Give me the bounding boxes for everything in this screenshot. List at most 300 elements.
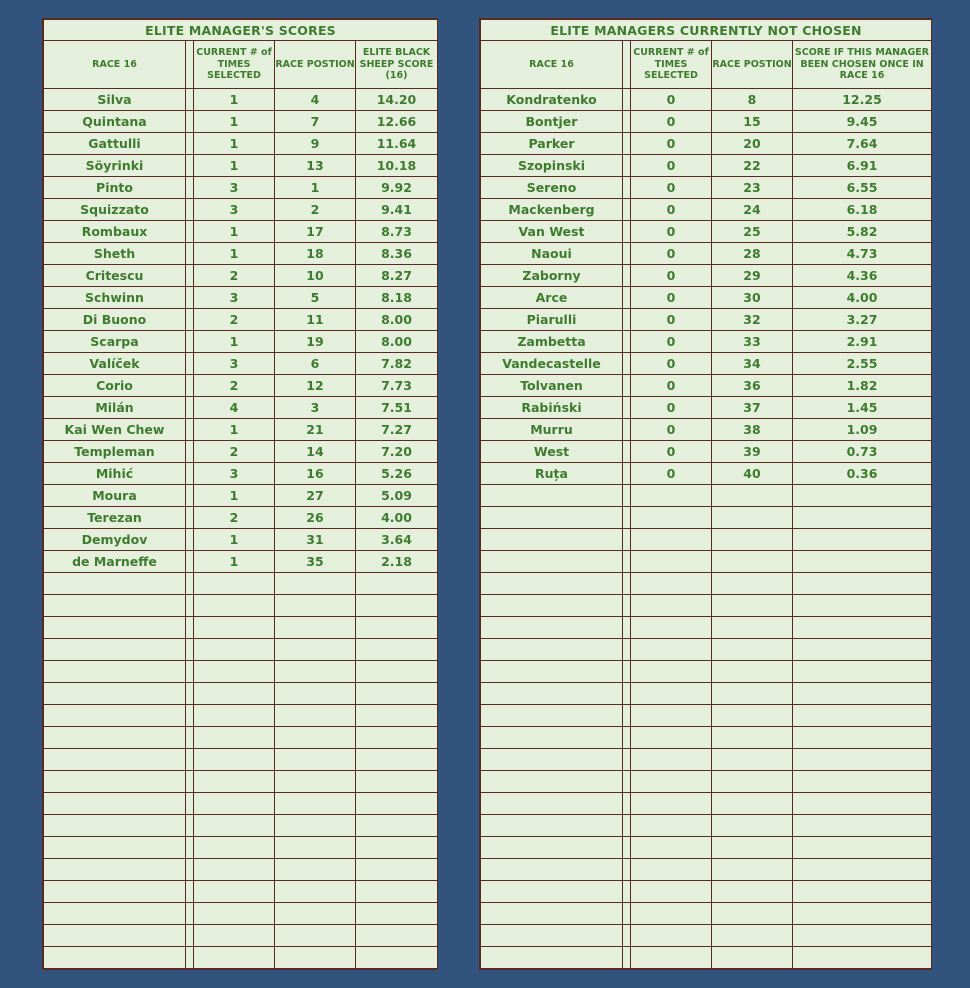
right-cell-manager-name [481,595,623,617]
left-cell-times-selected [194,881,275,903]
left-cell-manager-name: Pinto [44,177,186,199]
left-table-row [44,903,438,925]
left-header-score: ELITE BLACK SHEEP SCORE (16) [356,41,438,89]
left-cell-race-position: 13 [275,155,356,177]
left-cell-race-position: 27 [275,485,356,507]
right-cell-manager-name: Piarulli [481,309,623,331]
left-cell-manager-name [44,595,186,617]
left-cell-manager-name [44,771,186,793]
right-cell-race-position: 29 [712,265,793,287]
right-cell-score [793,617,932,639]
left-cell-spacer [186,507,194,529]
right-cell-manager-name [481,881,623,903]
left-score-table [43,19,438,969]
left-cell-spacer [186,903,194,925]
right-table-row [481,199,932,221]
right-cell-race-position: 38 [712,419,793,441]
left-cell-spacer [186,925,194,947]
right-cell-manager-name: Vandecastelle [481,353,623,375]
right-cell-times-selected: 0 [631,419,712,441]
left-table-row [44,793,438,815]
right-cell-manager-name: Mackenberg [481,199,623,221]
left-cell-spacer [186,463,194,485]
left-cell-times-selected: 2 [194,265,275,287]
left-cell-spacer [186,551,194,573]
right-cell-score: 2.91 [793,331,932,353]
right-cell-times-selected [631,793,712,815]
right-cell-times-selected: 0 [631,89,712,111]
right-table-row [481,947,932,969]
right-cell-score [793,639,932,661]
right-table-row [481,177,932,199]
left-cell-times-selected: 3 [194,177,275,199]
left-cell-score: 11.64 [356,133,438,155]
right-cell-manager-name: Bontjer [481,111,623,133]
right-cell-times-selected [631,683,712,705]
right-cell-manager-name: Tolvanen [481,375,623,397]
left-cell-spacer [186,859,194,881]
left-cell-score: 8.36 [356,243,438,265]
left-cell-race-position [275,947,356,969]
left-cell-times-selected [194,859,275,881]
left-table-row [44,617,438,639]
left-cell-times-selected [194,705,275,727]
right-cell-score: 7.64 [793,133,932,155]
right-cell-race-position [712,705,793,727]
left-cell-score: 8.73 [356,221,438,243]
left-table-row [44,133,438,155]
right-cell-times-selected [631,573,712,595]
right-cell-spacer [623,727,631,749]
left-cell-spacer [186,485,194,507]
left-cell-spacer [186,177,194,199]
right-cell-spacer [623,683,631,705]
right-cell-spacer [623,309,631,331]
left-cell-race-position [275,661,356,683]
left-cell-score [356,705,438,727]
right-cell-score [793,903,932,925]
left-cell-spacer [186,199,194,221]
left-cell-spacer [186,397,194,419]
right-cell-manager-name [481,859,623,881]
right-cell-race-position [712,529,793,551]
left-table-row [44,947,438,969]
right-cell-manager-name: Ruța [481,463,623,485]
left-cell-score: 8.00 [356,331,438,353]
left-cell-spacer [186,155,194,177]
right-cell-spacer [623,903,631,925]
right-cell-race-position [712,727,793,749]
right-cell-race-position [712,837,793,859]
left-cell-spacer [186,441,194,463]
left-cell-manager-name [44,617,186,639]
left-table-row [44,463,438,485]
left-cell-race-position [275,705,356,727]
right-table-row [481,837,932,859]
left-cell-spacer [186,617,194,639]
left-cell-race-position: 16 [275,463,356,485]
left-cell-times-selected [194,903,275,925]
left-cell-race-position [275,595,356,617]
left-cell-times-selected [194,837,275,859]
right-cell-times-selected: 0 [631,199,712,221]
right-cell-times-selected: 0 [631,177,712,199]
left-cell-times-selected [194,925,275,947]
right-cell-times-selected [631,903,712,925]
right-header-race: RACE 16 [481,41,623,89]
left-cell-manager-name: Rombaux [44,221,186,243]
left-table-row [44,441,438,463]
left-cell-spacer [186,331,194,353]
right-cell-spacer [623,199,631,221]
right-cell-race-position [712,749,793,771]
left-cell-score: 5.09 [356,485,438,507]
left-cell-score: 7.20 [356,441,438,463]
left-cell-manager-name: Söyrinki [44,155,186,177]
right-table-row [481,925,932,947]
left-cell-spacer [186,815,194,837]
right-cell-spacer [623,947,631,969]
right-cell-times-selected [631,661,712,683]
left-cell-race-position: 18 [275,243,356,265]
right-cell-manager-name: Van West [481,221,623,243]
right-cell-spacer [623,111,631,133]
left-cell-manager-name: Scarpa [44,331,186,353]
right-table-row [481,265,932,287]
left-table-row [44,595,438,617]
left-cell-times-selected [194,947,275,969]
right-cell-score [793,683,932,705]
right-table-row [481,155,932,177]
right-cell-manager-name: Naoui [481,243,623,265]
right-cell-spacer [623,155,631,177]
left-cell-manager-name [44,749,186,771]
left-cell-times-selected: 2 [194,309,275,331]
right-cell-race-position: 15 [712,111,793,133]
right-cell-score: 1.82 [793,375,932,397]
left-cell-race-position: 31 [275,529,356,551]
right-cell-score [793,771,932,793]
left-cell-manager-name: Di Buono [44,309,186,331]
left-table-row [44,507,438,529]
left-cell-times-selected: 2 [194,441,275,463]
right-cell-race-position: 40 [712,463,793,485]
left-table-row [44,771,438,793]
right-table-row [481,771,932,793]
right-cell-race-position [712,903,793,925]
right-cell-race-position [712,771,793,793]
left-cell-race-position: 26 [275,507,356,529]
right-cell-race-position: 32 [712,309,793,331]
right-cell-race-position: 34 [712,353,793,375]
right-cell-race-position: 20 [712,133,793,155]
right-cell-times-selected: 0 [631,375,712,397]
left-cell-spacer [186,221,194,243]
right-cell-spacer [623,375,631,397]
right-table-row [481,441,932,463]
left-cell-manager-name: Valíček [44,353,186,375]
right-cell-race-position [712,815,793,837]
left-cell-race-position: 1 [275,177,356,199]
right-cell-times-selected [631,551,712,573]
right-cell-times-selected: 0 [631,133,712,155]
right-table-row [481,463,932,485]
right-table-row [481,639,932,661]
right-cell-spacer [623,859,631,881]
right-cell-manager-name: Kondratenko [481,89,623,111]
right-cell-manager-name [481,727,623,749]
right-cell-score [793,749,932,771]
left-table-row [44,551,438,573]
left-header-race: RACE 16 [44,41,186,89]
right-cell-race-position [712,859,793,881]
left-cell-race-position [275,573,356,595]
left-table-row [44,177,438,199]
left-table-row [44,727,438,749]
right-cell-manager-name [481,903,623,925]
left-cell-manager-name [44,837,186,859]
right-cell-spacer [623,243,631,265]
right-cell-race-position: 30 [712,287,793,309]
right-cell-times-selected: 0 [631,155,712,177]
left-cell-score [356,793,438,815]
left-table-row [44,221,438,243]
right-table-row [481,133,932,155]
right-cell-spacer [623,463,631,485]
right-cell-race-position: 25 [712,221,793,243]
right-cell-race-position: 33 [712,331,793,353]
left-cell-manager-name [44,727,186,749]
left-cell-score: 14.20 [356,89,438,111]
left-cell-spacer [186,771,194,793]
right-cell-manager-name [481,837,623,859]
right-cell-score [793,705,932,727]
right-cell-score [793,947,932,969]
left-cell-race-position [275,771,356,793]
right-cell-score [793,727,932,749]
right-cell-score: 6.91 [793,155,932,177]
right-cell-spacer [623,639,631,661]
left-cell-manager-name: Quintana [44,111,186,133]
right-cell-times-selected [631,639,712,661]
left-table-row [44,353,438,375]
right-cell-times-selected [631,859,712,881]
left-cell-race-position [275,749,356,771]
left-cell-times-selected [194,573,275,595]
right-cell-times-selected [631,617,712,639]
left-cell-score [356,683,438,705]
right-cell-race-position [712,683,793,705]
right-cell-times-selected: 0 [631,397,712,419]
right-cell-manager-name [481,485,623,507]
right-cell-spacer [623,177,631,199]
right-table-row [481,529,932,551]
left-table-row [44,309,438,331]
left-cell-times-selected [194,793,275,815]
left-cell-times-selected: 2 [194,375,275,397]
right-table-row [481,881,932,903]
left-cell-manager-name: Critescu [44,265,186,287]
left-cell-manager-name: Milán [44,397,186,419]
left-table-row [44,243,438,265]
right-table-row [481,243,932,265]
left-cell-score [356,815,438,837]
right-cell-score [793,859,932,881]
right-cell-score [793,881,932,903]
left-cell-times-selected: 1 [194,89,275,111]
right-cell-score: 0.73 [793,441,932,463]
right-cell-times-selected [631,705,712,727]
right-cell-spacer [623,617,631,639]
right-cell-score: 6.18 [793,199,932,221]
right-cell-race-position: 8 [712,89,793,111]
left-cell-score [356,859,438,881]
right-table-row [481,221,932,243]
left-table-row [44,89,438,111]
right-table-row [481,419,932,441]
right-cell-score: 4.00 [793,287,932,309]
left-table-row [44,925,438,947]
right-cell-times-selected [631,529,712,551]
right-cell-times-selected: 0 [631,441,712,463]
right-cell-spacer [623,881,631,903]
right-cell-spacer [623,397,631,419]
left-cell-times-selected: 1 [194,133,275,155]
right-table-row [481,309,932,331]
left-cell-race-position [275,617,356,639]
left-table-title: ELITE MANAGER'S SCORES [44,20,438,41]
left-table-row [44,705,438,727]
left-cell-times-selected: 3 [194,287,275,309]
left-table-row [44,859,438,881]
left-cell-manager-name [44,881,186,903]
right-cell-manager-name [481,749,623,771]
left-cell-race-position [275,837,356,859]
left-table-row [44,749,438,771]
left-cell-manager-name: Schwinn [44,287,186,309]
left-cell-times-selected [194,771,275,793]
left-cell-manager-name: Demydov [44,529,186,551]
left-cell-times-selected: 3 [194,463,275,485]
left-cell-spacer [186,133,194,155]
left-cell-manager-name: de Marneffe [44,551,186,573]
left-table-row [44,287,438,309]
right-cell-score: 6.55 [793,177,932,199]
left-table-row [44,683,438,705]
right-cell-race-position: 22 [712,155,793,177]
right-cell-times-selected [631,837,712,859]
right-table-row [481,705,932,727]
right-cell-race-position [712,507,793,529]
left-cell-manager-name: Corio [44,375,186,397]
right-cell-manager-name [481,507,623,529]
right-cell-manager-name: Sereno [481,177,623,199]
right-cell-spacer [623,441,631,463]
right-cell-times-selected: 0 [631,309,712,331]
right-cell-race-position: 39 [712,441,793,463]
right-table-title: ELITE MANAGERS CURRENTLY NOT CHOSEN [481,20,932,41]
right-cell-spacer [623,507,631,529]
right-cell-spacer [623,793,631,815]
left-cell-score [356,925,438,947]
left-cell-score [356,749,438,771]
right-table-row [481,397,932,419]
left-cell-race-position: 17 [275,221,356,243]
left-cell-race-position: 9 [275,133,356,155]
left-table-row [44,661,438,683]
left-cell-manager-name [44,859,186,881]
right-cell-race-position [712,485,793,507]
right-cell-score: 4.73 [793,243,932,265]
right-cell-spacer [623,133,631,155]
right-header-race-position: RACE POSTION [712,41,793,89]
right-table-row [481,661,932,683]
left-cell-race-position: 10 [275,265,356,287]
left-cell-manager-name [44,705,186,727]
right-cell-manager-name: Murru [481,419,623,441]
left-cell-manager-name [44,639,186,661]
left-cell-times-selected: 3 [194,353,275,375]
left-cell-manager-name: Sheth [44,243,186,265]
left-cell-times-selected: 1 [194,155,275,177]
left-cell-manager-name: Silva [44,89,186,111]
right-cell-race-position [712,573,793,595]
right-cell-times-selected [631,815,712,837]
right-cell-race-position [712,661,793,683]
left-cell-manager-name: Kai Wen Chew [44,419,186,441]
right-cell-race-position [712,925,793,947]
right-cell-spacer [623,221,631,243]
left-cell-times-selected [194,727,275,749]
left-cell-race-position [275,881,356,903]
right-cell-race-position [712,793,793,815]
right-cell-spacer [623,705,631,727]
right-cell-score [793,837,932,859]
right-cell-score [793,507,932,529]
left-cell-score [356,661,438,683]
right-cell-race-position [712,881,793,903]
left-cell-times-selected: 4 [194,397,275,419]
right-cell-spacer [623,837,631,859]
left-table-row [44,155,438,177]
right-table-row [481,683,932,705]
left-table-row [44,837,438,859]
right-cell-score: 2.55 [793,353,932,375]
right-cell-manager-name: Zaborny [481,265,623,287]
right-table-row [481,793,932,815]
right-cell-spacer [623,573,631,595]
left-cell-spacer [186,749,194,771]
left-cell-manager-name: Moura [44,485,186,507]
left-cell-times-selected: 1 [194,419,275,441]
left-cell-race-position [275,925,356,947]
left-cell-times-selected [194,661,275,683]
left-table-row [44,331,438,353]
right-table-row [481,111,932,133]
right-table-row [481,749,932,771]
left-cell-score: 9.92 [356,177,438,199]
left-cell-race-position: 14 [275,441,356,463]
left-cell-times-selected: 1 [194,331,275,353]
left-cell-race-position: 12 [275,375,356,397]
left-cell-spacer [186,947,194,969]
left-cell-spacer [186,529,194,551]
left-table-row [44,639,438,661]
left-cell-spacer [186,89,194,111]
right-cell-race-position [712,551,793,573]
left-cell-times-selected: 1 [194,221,275,243]
left-cell-times-selected: 1 [194,485,275,507]
